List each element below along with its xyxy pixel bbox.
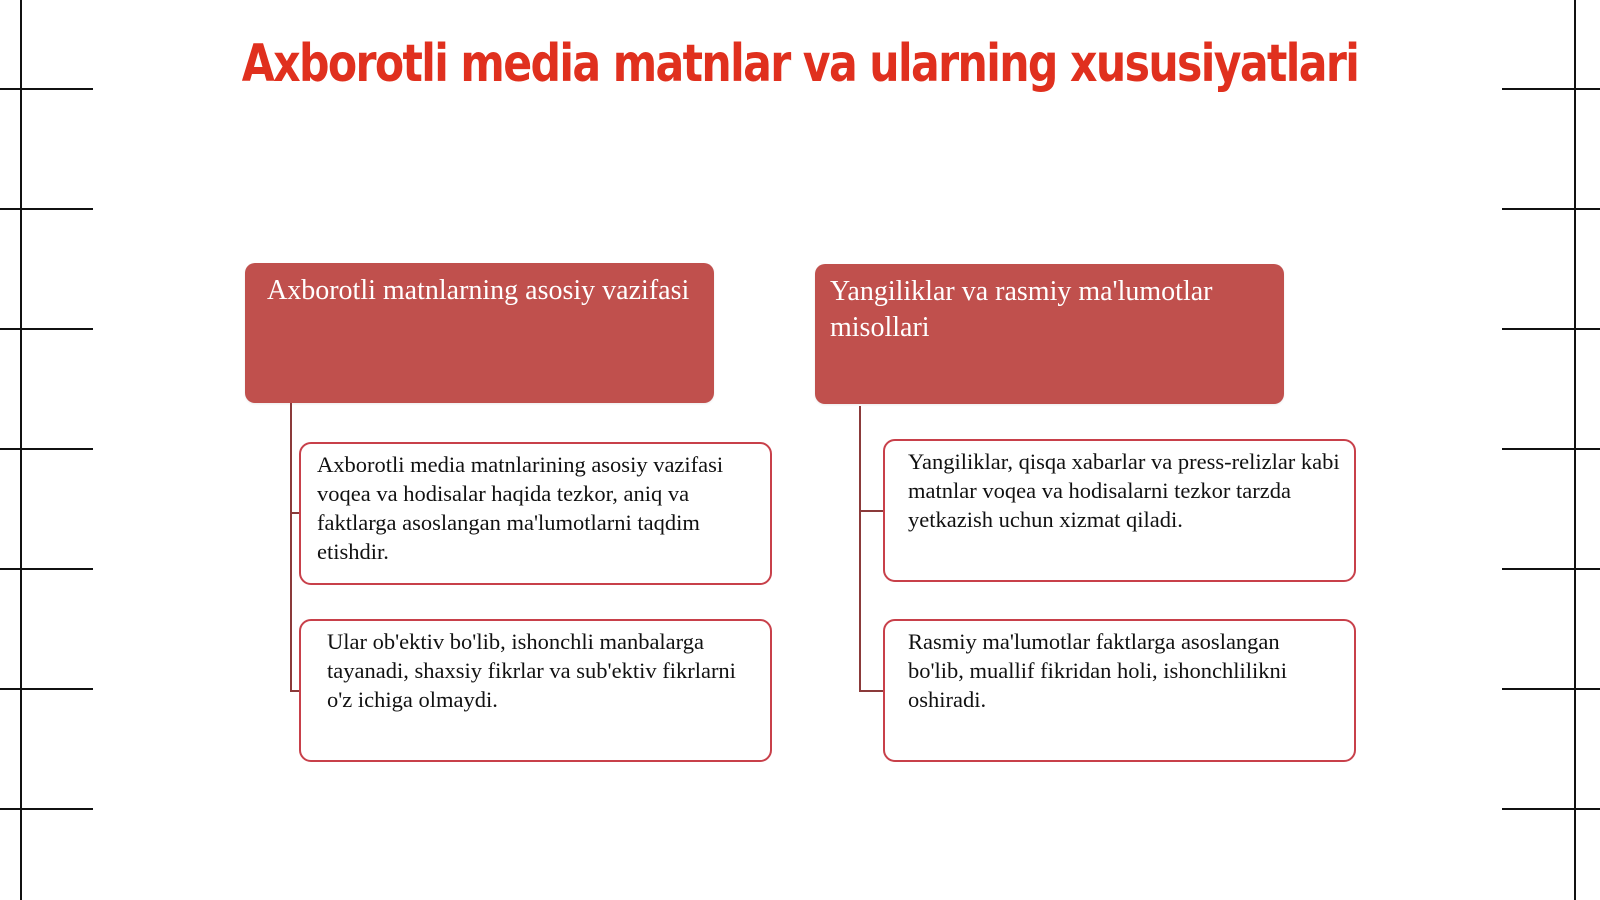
detail-box: Ular ob'ektiv bo'lib, ishonchli manbalarga tayanadi, shaxsiy fikrlar va sub'ektiv fikrlarni o'z ichiga olmaydi. (299, 619, 772, 762)
left-vertical-rule (20, 0, 22, 900)
slide-title: Axborotli media matnlar va ularning xususiyatlari (241, 34, 1359, 94)
right-tick-rule (1502, 328, 1600, 330)
connector-line (859, 406, 861, 692)
detail-box: Yangiliklar, qisqa xabarlar va press-relizlar kabi matnlar voqea va hodisalarni tezkor tarzda yetkazish uchun xizmat qiladi. (883, 439, 1356, 582)
left-tick-rule (0, 688, 93, 690)
left-tick-rule (0, 808, 93, 810)
detail-box: Axborotli media matnlarining asosiy vazifasi voqea va hodisalar haqida tezkor, aniq va faktlarga asoslangan ma'lumotlarni taqdim etishdir. (299, 442, 772, 585)
right-tick-rule (1502, 568, 1600, 570)
detail-box: Rasmiy ma'lumotlar faktlarga asoslangan bo'lib, muallif fikridan holi, ishonchlilikni oshiradi. (883, 619, 1356, 762)
left-tick-rule (0, 88, 93, 90)
right-vertical-rule (1574, 0, 1576, 900)
connector-line (859, 690, 884, 692)
column-header-vazifasi: Axborotli matnlarning asosiy vazifasi (245, 263, 714, 403)
left-tick-rule (0, 328, 93, 330)
right-tick-rule (1502, 208, 1600, 210)
connector-line (859, 510, 884, 512)
left-tick-rule (0, 208, 93, 210)
right-tick-rule (1502, 448, 1600, 450)
right-tick-rule (1502, 88, 1600, 90)
right-tick-rule (1502, 688, 1600, 690)
column-header-misollari: Yangiliklar va rasmiy ma'lumotlar misollari (815, 264, 1284, 404)
left-tick-rule (0, 568, 93, 570)
left-tick-rule (0, 448, 93, 450)
right-tick-rule (1502, 808, 1600, 810)
connector-line (290, 403, 292, 692)
